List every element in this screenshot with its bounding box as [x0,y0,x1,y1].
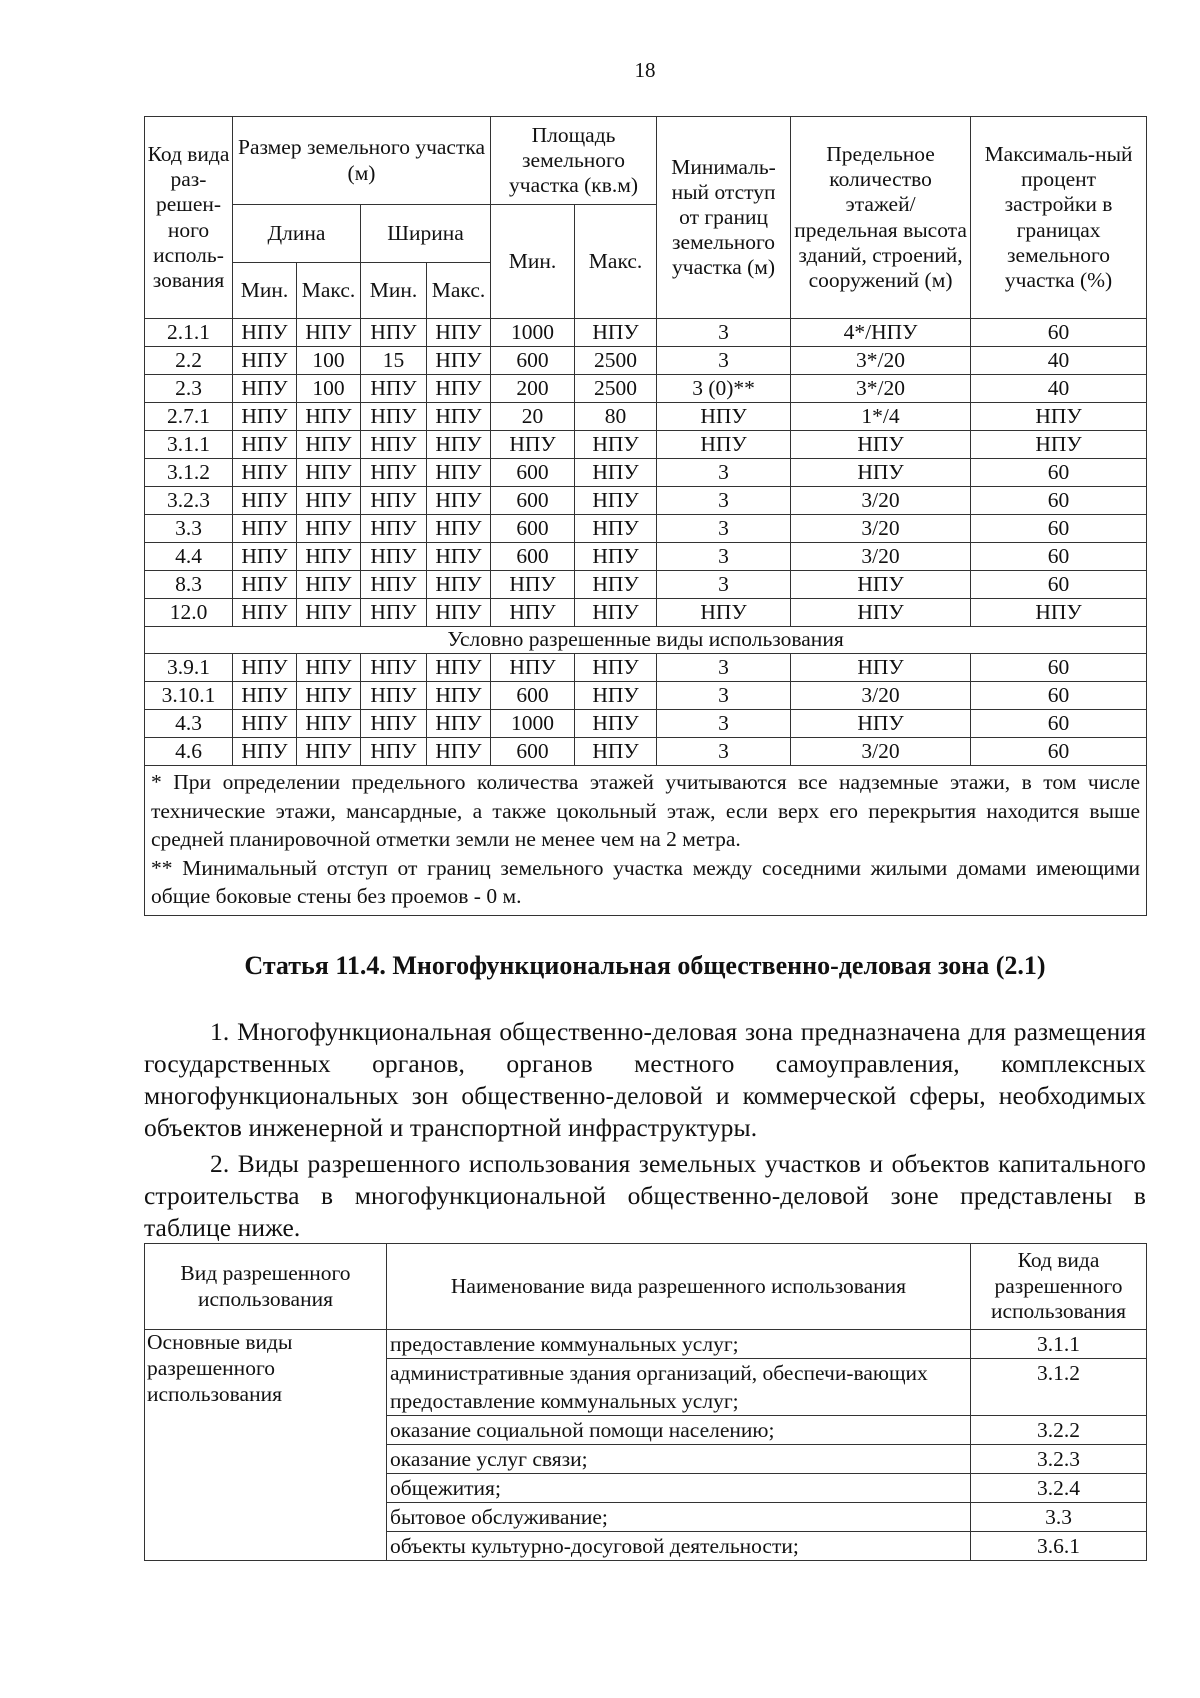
cell-area-max: НПУ [575,459,657,487]
cell-area-min: НПУ [491,431,575,459]
cell-length-min: НПУ [233,543,297,571]
cell-area-max: НПУ [575,710,657,738]
cell-code: 3.1.1 [145,431,233,459]
cell-area-min: НПУ [491,571,575,599]
cell-length-min: НПУ [233,599,297,627]
cell-code: 2.3 [145,375,233,403]
cell-floors: НПУ [791,431,971,459]
header-floors: Предельное количество этажей/ предельная высота зданий, строений, сооружений (м) [791,117,971,319]
cell-max-percent: 60 [971,738,1147,766]
cell-length-min: НПУ [233,682,297,710]
cell-area-max: 2500 [575,347,657,375]
use-code: 3.1.2 [971,1359,1147,1416]
cell-floors: НПУ [791,654,971,682]
cell-length-max: НПУ [297,710,361,738]
cell-area-min: 1000 [491,710,575,738]
cell-floors: НПУ [791,459,971,487]
cell-length-max: НПУ [297,654,361,682]
cell-length-max: НПУ [297,431,361,459]
footnote: ** Минимальный отступ от границ земельного участка между соседними жилыми домами имеющими общие боковые стены без проемов - 0 м. [151,855,1141,909]
cell-length-max: НПУ [297,682,361,710]
cell-width-max: НПУ [427,571,491,599]
cell-length-max: НПУ [297,487,361,515]
cell-area-min: НПУ [491,599,575,627]
cell-area-max: НПУ [575,487,657,515]
cell-code: 4.6 [145,738,233,766]
cell-width-min: НПУ [361,654,427,682]
cell-max-percent: 60 [971,654,1147,682]
cell-min-offset: НПУ [657,599,791,627]
cell-width-min: НПУ [361,487,427,515]
footnotes [145,766,1147,916]
cell-width-min: НПУ [361,710,427,738]
use-name: объекты культурно-досуговой деятельности; [387,1532,971,1561]
header-code: Код вида раз-решен-ного исполь-зования [145,117,233,319]
footnote: * При определении предельного количества этажей учитываются все надземные этажи, в том числе технические этажи, мансардные, а также цокольный этаж, если верх его перекрытия находится выше средней планировочной отметки земли не менее чем на 2 метра. [151,770,1141,852]
cell-area-max: НПУ [575,599,657,627]
cell-floors: 1*/4 [791,403,971,431]
cell-max-percent: 60 [971,515,1147,543]
header-width-max: Макс. [427,263,491,319]
cell-floors: 3*/20 [791,375,971,403]
cell-area-max: 2500 [575,375,657,403]
table-row [145,1330,1147,1359]
cell-length-max: НПУ [297,515,361,543]
permitted-uses-table [144,1243,1147,1561]
cell-width-min: НПУ [361,431,427,459]
table-row [145,738,1147,766]
cell-floors: 3*/20 [791,347,971,375]
cell-code: 3.2.3 [145,487,233,515]
cell-width-min: НПУ [361,738,427,766]
cell-width-max: НПУ [427,710,491,738]
cell-width-max: НПУ [427,347,491,375]
cell-min-offset: 3 (0)** [657,375,791,403]
cell-length-max: НПУ [297,543,361,571]
paragraph-1: 1. Многофункциональная общественно-деловая зона предназначена для размещения государственных органов, органов местного самоуправления, комплексных многофункциональных зон общественно-деловой и коммерческой сферы, необходимых объектов инженерной и транспортной инфраструктуры. [144,1017,1146,1142]
cell-width-min: 15 [361,347,427,375]
cell-length-min: НПУ [233,403,297,431]
cell-width-max: НПУ [427,599,491,627]
cell-floors: НПУ [791,710,971,738]
table-row [145,431,1147,459]
cell-area-max: НПУ [575,654,657,682]
cell-width-max: НПУ [427,682,491,710]
header-length-min: Мин. [233,263,297,319]
use-code: 3.2.4 [971,1474,1147,1503]
cell-area-min: 600 [491,738,575,766]
cell-length-max: НПУ [297,738,361,766]
notes-row [145,766,1147,916]
cell-length-max: НПУ [297,599,361,627]
header-plot-size: Размер земельного участка (м) [233,117,491,205]
cell-width-max: НПУ [427,543,491,571]
cell-length-min: НПУ [233,515,297,543]
cell-max-percent: 60 [971,571,1147,599]
table-row [145,543,1147,571]
use-name: бытовое обслуживание; [387,1503,971,1532]
cell-width-min: НПУ [361,599,427,627]
cell-width-min: НПУ [361,571,427,599]
cell-width-max: НПУ [427,375,491,403]
cell-length-min: НПУ [233,347,297,375]
cell-area-min: 20 [491,403,575,431]
cell-width-max: НПУ [427,738,491,766]
cell-max-percent: НПУ [971,431,1147,459]
cell-area-min: 600 [491,459,575,487]
cell-area-min: 200 [491,375,575,403]
cell-length-max: 100 [297,375,361,403]
cell-floors: 3/20 [791,738,971,766]
cell-width-max: НПУ [427,515,491,543]
cell-min-offset: 3 [657,571,791,599]
header-min-offset: Минималь-ный отступ от границ земельного участка (м) [657,117,791,319]
cell-min-offset: 3 [657,738,791,766]
use-code: 3.2.2 [971,1416,1147,1445]
cell-width-max: НПУ [427,459,491,487]
cell-min-offset: 3 [657,543,791,571]
section-row [145,627,1147,654]
header-max-percent: Максималь-ный процент застройки в границах земельного участка (%) [971,117,1147,319]
cell-min-offset: НПУ [657,431,791,459]
cell-width-min: НПУ [361,459,427,487]
cell-area-min: 600 [491,515,575,543]
cell-max-percent: 40 [971,347,1147,375]
cell-code: 2.7.1 [145,403,233,431]
cell-length-min: НПУ [233,487,297,515]
header-area-min: Мин. [491,205,575,319]
header-length: Длина [233,205,361,263]
conditional-uses-label: Условно разрешенные виды использования [145,627,1147,654]
cell-floors: 3/20 [791,487,971,515]
cell-code: 4.3 [145,710,233,738]
cell-min-offset: 3 [657,654,791,682]
cell-width-min: НПУ [361,375,427,403]
cell-min-offset: 3 [657,682,791,710]
cell-code: 2.1.1 [145,319,233,347]
cell-floors: НПУ [791,571,971,599]
use-code: 3.1.1 [971,1330,1147,1359]
cell-width-max: НПУ [427,431,491,459]
cell-length-min: НПУ [233,319,297,347]
cell-max-percent: 40 [971,375,1147,403]
use-name: оказание услуг связи; [387,1445,971,1474]
category-cell: Основные виды разрешенного использования [145,1330,387,1561]
cell-max-percent: 60 [971,710,1147,738]
table-row [145,403,1147,431]
cell-min-offset: 3 [657,459,791,487]
cell-length-max: 100 [297,347,361,375]
cell-max-percent: 60 [971,459,1147,487]
cell-length-max: НПУ [297,403,361,431]
cell-min-offset: 3 [657,710,791,738]
cell-area-min: НПУ [491,654,575,682]
table-row [145,375,1147,403]
cell-code: 4.4 [145,543,233,571]
cell-code: 3.9.1 [145,654,233,682]
cell-width-min: НПУ [361,319,427,347]
cell-length-min: НПУ [233,654,297,682]
use-code: 3.3 [971,1503,1147,1532]
cell-floors: НПУ [791,599,971,627]
cell-width-max: НПУ [427,319,491,347]
cell-floors: 3/20 [791,682,971,710]
table-row [145,710,1147,738]
cell-code: 8.3 [145,571,233,599]
cell-area-min: 1000 [491,319,575,347]
cell-area-max: НПУ [575,543,657,571]
cell-max-percent: НПУ [971,403,1147,431]
header-length-max: Макс. [297,263,361,319]
cell-length-min: НПУ [233,459,297,487]
table-row [145,599,1147,627]
cell-area-max: НПУ [575,431,657,459]
paragraph-2: 2. Виды разрешенного использования земельных участков и объектов капитального строительства в многофункциональной общественно-деловой зоне представлены в таблице ниже. [144,1149,1146,1242]
cell-length-min: НПУ [233,710,297,738]
cell-min-offset: НПУ [657,403,791,431]
cell-length-max: НПУ [297,459,361,487]
header-width-min: Мин. [361,263,427,319]
cell-width-max: НПУ [427,403,491,431]
table-row [145,319,1147,347]
cell-width-min: НПУ [361,515,427,543]
cell-width-min: НПУ [361,403,427,431]
header-use-code: Код вида разрешенного использования [971,1244,1147,1330]
use-name: оказание социальной помощи населению; [387,1416,971,1445]
cell-length-min: НПУ [233,431,297,459]
cell-area-min: 600 [491,347,575,375]
cell-area-max: НПУ [575,682,657,710]
table-row [145,347,1147,375]
cell-width-min: НПУ [361,682,427,710]
cell-length-min: НПУ [233,738,297,766]
use-name: административные здания организаций, обеспечи-вающих предоставление коммунальных услуг; [387,1359,971,1416]
cell-area-max: НПУ [575,515,657,543]
header-use-name: Наименование вида разрешенного использования [387,1244,971,1330]
table-row [145,654,1147,682]
cell-area-min: 600 [491,543,575,571]
cell-width-max: НПУ [427,487,491,515]
cell-area-max: НПУ [575,319,657,347]
regulations-table [144,116,1147,916]
header-category: Вид разрешенного использования [145,1244,387,1330]
cell-length-min: НПУ [233,375,297,403]
table-row [145,515,1147,543]
cell-code: 3.10.1 [145,682,233,710]
cell-code: 3.3 [145,515,233,543]
header-area: Площадь земельного участка (кв.м) [491,117,657,205]
cell-area-min: 600 [491,682,575,710]
cell-area-min: 600 [491,487,575,515]
table-row [145,571,1147,599]
cell-length-min: НПУ [233,571,297,599]
cell-floors: 3/20 [791,543,971,571]
cell-length-max: НПУ [297,571,361,599]
article-heading: Статья 11.4. Многофункциональная общественно-деловая зона (2.1) [244,951,1046,980]
header-area-max: Макс. [575,205,657,319]
cell-max-percent: 60 [971,543,1147,571]
cell-min-offset: 3 [657,515,791,543]
cell-max-percent: 60 [971,487,1147,515]
cell-width-max: НПУ [427,654,491,682]
cell-min-offset: 3 [657,347,791,375]
cell-floors: 3/20 [791,515,971,543]
cell-max-percent: 60 [971,682,1147,710]
cell-max-percent: НПУ [971,599,1147,627]
use-name: общежития; [387,1474,971,1503]
cell-floors: 4*/НПУ [791,319,971,347]
table-row [145,682,1147,710]
cell-width-min: НПУ [361,543,427,571]
page-number: 18 [634,58,656,82]
cell-area-max: 80 [575,403,657,431]
cell-area-max: НПУ [575,738,657,766]
table-row [145,459,1147,487]
cell-min-offset: 3 [657,319,791,347]
use-code: 3.6.1 [971,1532,1147,1561]
cell-code: 2.2 [145,347,233,375]
use-name: предоставление коммунальных услуг; [387,1330,971,1359]
cell-length-max: НПУ [297,319,361,347]
cell-area-max: НПУ [575,571,657,599]
header-width: Ширина [361,205,491,263]
use-code: 3.2.3 [971,1445,1147,1474]
cell-max-percent: 60 [971,319,1147,347]
table-row [145,487,1147,515]
cell-code: 12.0 [145,599,233,627]
cell-code: 3.1.2 [145,459,233,487]
cell-min-offset: 3 [657,487,791,515]
